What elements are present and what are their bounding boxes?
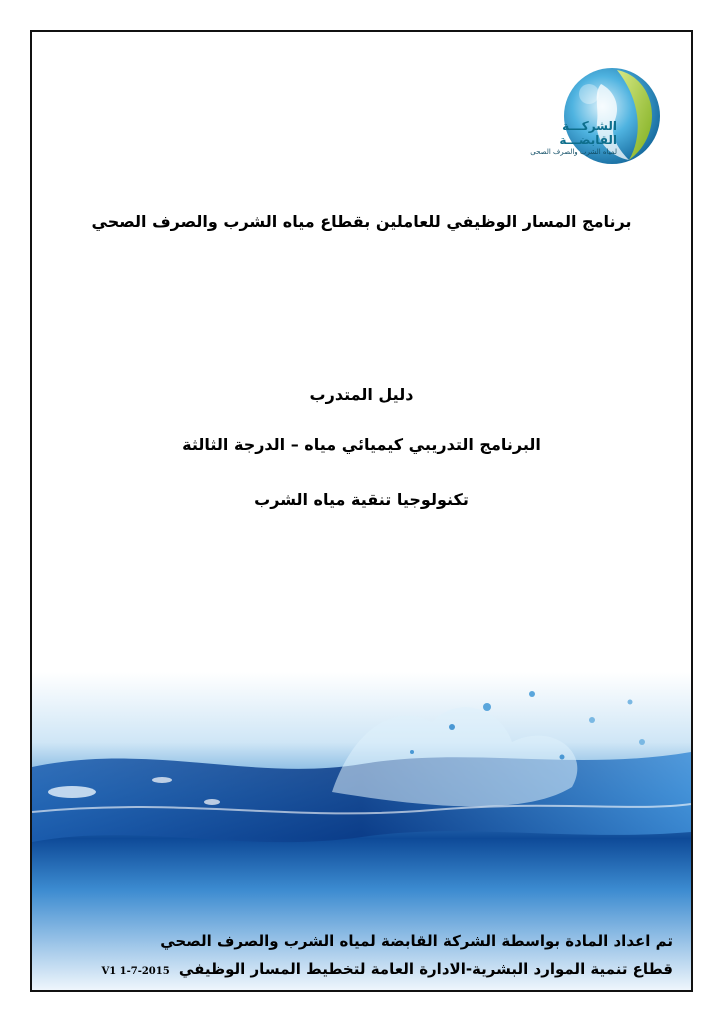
company-logo [517,64,662,169]
logo-text [517,120,617,156]
logo-company-name: الشركـــة القابضـــة [559,119,617,147]
subject-title: تكنولوجيا تنقية مياه الشرب [254,490,469,509]
footer-department-text: قطاع تنمية الموارد البشرية-الادارة العامة لتخطيط المسار الوظيفي [178,960,673,978]
footer-department [101,960,673,978]
page-border-frame [30,30,693,992]
logo-company-subtitle: لمياه الشرب والصرف الصحى [530,147,617,156]
version-label: V1 1-7-2015 [101,966,170,977]
footer-prepared-by: تم اعداد المادة بواسطة الشركة القابضة لمياه الشرب والصرف الصحي [160,932,673,950]
program-title: برنامج المسار الوظيفي للعاملين بقطاع مياه الشرب والصرف الصحي [91,212,632,231]
guide-title: دليل المتدرب [309,385,414,404]
training-program-title: البرنامج التدريبي كيميائي مياه – الدرجة الثالثة [182,435,541,454]
